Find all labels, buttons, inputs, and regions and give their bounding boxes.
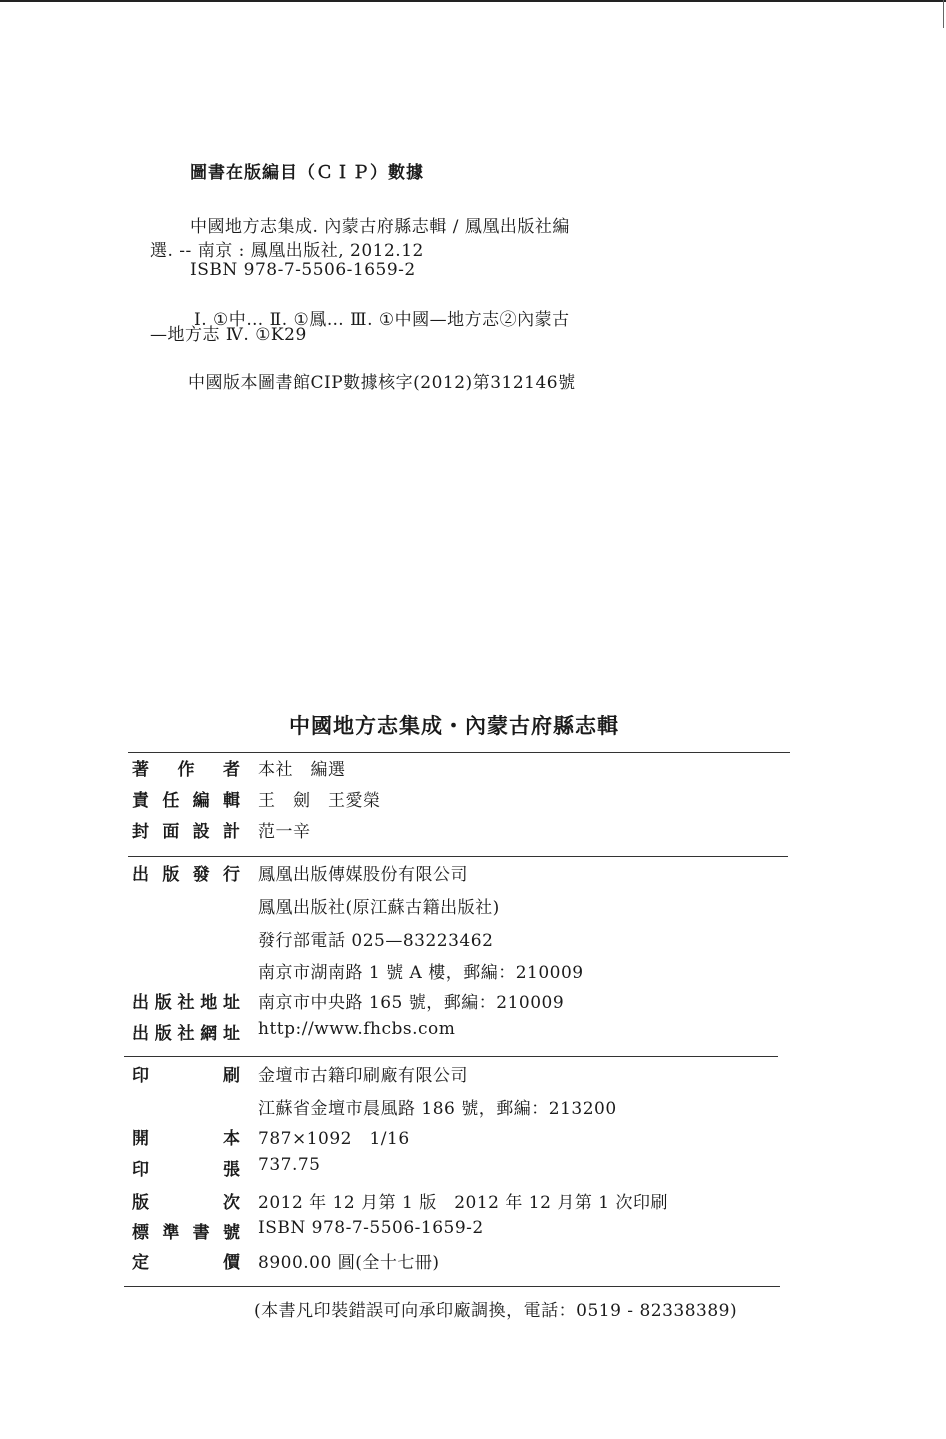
row-isbn [124, 1218, 792, 1246]
row-value: 王 劍 王愛榮 [258, 791, 381, 811]
row-printer [124, 1061, 792, 1089]
book-title: 中國地方志集成・內蒙古府縣志輯 [289, 714, 619, 738]
row-value: 2012 年 12 月第 1 版 2012 年 12 月第 1 次印刷 [258, 1193, 668, 1213]
row-value: 737.75 [258, 1155, 321, 1175]
row-printer-address [124, 1094, 792, 1122]
row-value: 本社 編選 [258, 760, 346, 780]
row-label: 責 任 編 輯 [132, 791, 240, 811]
cip-line-3: ISBN 978-7-5506-1659-2 [190, 260, 416, 280]
row-value: 南京市湖南路 1 號 A 樓，郵編：210009 [258, 963, 584, 983]
row-label: 定 價 [132, 1253, 240, 1273]
row-edition [124, 1188, 792, 1216]
divider [124, 1056, 778, 1057]
row-label: 出 版 發 行 [132, 865, 240, 885]
row-value: 鳳凰出版傳媒股份有限公司 [258, 865, 468, 885]
divider [124, 1286, 780, 1287]
footer-note: (本書凡印裝錯誤可向承印廠調換，電話：0519 - 82338389) [254, 1301, 738, 1321]
cip-line-5: —地方志 Ⅳ. ①K29 [150, 325, 307, 345]
row-label: 出 版 社 網 址 [132, 1024, 240, 1044]
row-label: 著 作 者 [132, 760, 240, 780]
row-cover-design [124, 817, 792, 845]
row-price [124, 1248, 792, 1276]
cip-line-1: 中國地方志集成. 內蒙古府縣志輯 / 鳳凰出版社編 [190, 217, 570, 237]
row-value: 發行部電話 025—83223462 [258, 931, 494, 951]
row-publisher-phone [124, 926, 792, 954]
row-format [124, 1124, 792, 1152]
row-publisher-location [124, 988, 792, 1016]
row-sheets [124, 1155, 792, 1183]
row-value: 鳳凰出版社(原江蘇古籍出版社) [258, 898, 500, 918]
row-value: ISBN 978-7-5506-1659-2 [258, 1218, 484, 1238]
cip-title: 圖書在版編目（ＣＩＰ）數據 [190, 163, 424, 183]
row-publisher-address [124, 958, 792, 986]
row-value: 范一辛 [258, 822, 311, 842]
cip-line-2: 選. -- 南京 : 鳳凰出版社, 2012.12 [150, 241, 424, 261]
row-publisher-website [124, 1019, 792, 1047]
row-label: 印 刷 [132, 1066, 240, 1086]
row-value: 金壇市古籍印刷廠有限公司 [258, 1066, 468, 1086]
row-value: 8900.00 圓(全十七冊) [258, 1253, 440, 1273]
divider [128, 856, 788, 857]
row-label: 印 張 [132, 1160, 240, 1180]
row-label: 出 版 社 地 址 [132, 993, 240, 1013]
top-border-line [0, 0, 946, 2]
cip-line-6: 中國版本圖書館CIP數據核字(2012)第312146號 [188, 373, 576, 393]
row-publisher [124, 860, 792, 888]
row-label: 版 次 [132, 1193, 240, 1213]
cip-line-4: Ⅰ. ①中… Ⅱ. ①鳳… Ⅲ. ①中國—地方志②內蒙古 [194, 310, 570, 330]
row-value: 南京市中央路 165 號，郵編：210009 [258, 993, 565, 1013]
divider [128, 752, 790, 753]
row-value: 江蘇省金壇市晨風路 186 號，郵編：213200 [258, 1099, 617, 1119]
row-label: 封 面 設 計 [132, 822, 240, 842]
row-label: 開 本 [132, 1129, 240, 1149]
row-author [124, 755, 792, 783]
row-publisher-line-2 [124, 893, 792, 921]
corner-mark [943, 0, 944, 28]
row-value: http://www.fhcbs.com [258, 1019, 456, 1039]
row-label: 標 準 書 號 [132, 1223, 240, 1243]
row-editor [124, 786, 792, 814]
row-value: 787×1092 1/16 [258, 1129, 410, 1149]
